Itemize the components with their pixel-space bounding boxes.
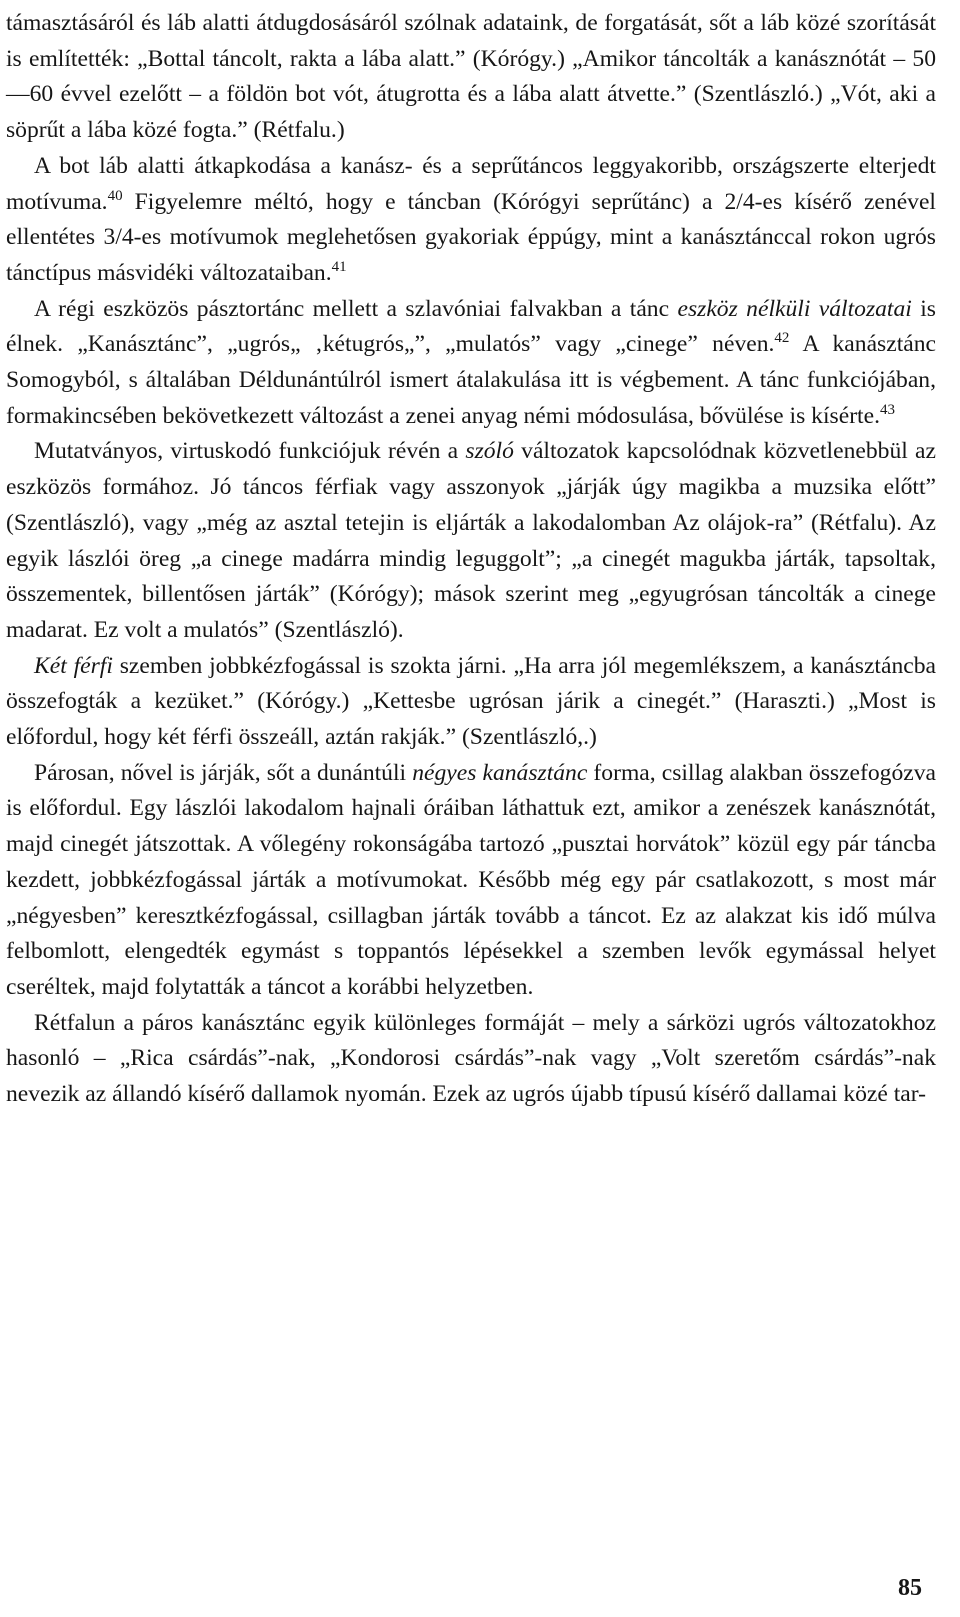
italic-term: eszköz nélküli változatai — [677, 295, 912, 322]
text-run: Párosan, nővel is járják, sőt a dunántúli — [34, 759, 413, 786]
text-run: Figyelemre méltó, hogy e táncban (Kórógyi seprűtánc) a 2/4-es kísérő zenével ellentétes 3/4-es motívumok meglehetősen gyakoriak éppúgy, mint a kanásztánccal rokon ugrós tánctípus másvidéki változataiban. — [6, 188, 936, 286]
text-run: változatok kapcsolódnak közvetlenebbül az eszközös formához. Jó táncos férfiak vagy asszonyok „járják úgy magikba a muzsika előtt” (Szentlászló), vagy „még az asztal tetejin is eljárták a lakodalomban Az olájok-ra” (Rétfalu). Az egyik lászlói öreg „a cinege madárra mindig leguggolt”; „a cinegét magukba járták, tapsoltak, összementek, billentősen járták” (Kórógy); mások szerint meg „egyugrósan táncolták a cinege madarat. Ez volt a mulatós” (Szentlászló). — [6, 438, 936, 643]
page-number: 85 — [898, 1575, 922, 1601]
paragraph — [6, 756, 936, 1006]
paragraph — [6, 6, 936, 149]
text-run: támasztásáról és láb alatti átdugdosásáról szólnak adataink, de forgatását, sőt a láb közé szorítását is említették: „Bottal táncolt, rakta a lába alatt.” (Kórógy.) „Amikor táncolták a kanásznótát – 50—60 évvel ezelőtt – a földön bot vót, átugrotta és a lába alatt átvette.” (Szentlászló.) „Vót, aki a söprűt a lába közé fogta.” (Rétfalu.) — [6, 10, 936, 144]
text-run: forma, csillag alakban összefogózva is előfordul. Egy lászlói lakodalom hajnali óráiban láthattuk ezt, amikor a zenészek kanásznótát, majd cinegét játszottak. A vőlegény rokonságába tartozó „pusztai horvátok” közül egy pár táncba kezdett, jobbkézfogással járták a motívumokat. Később még egy pár csatlakozott, s most már „négyesben” keresztkézfogással, csillagban járták tovább a táncot. Ez az alakzat kis idő múlva felbomlott, elengedték egymást s toppantós lépésekkel a szemben levők egymással helyet cseréltek, majd folytatták a táncot a korábbi helyzetben. — [6, 759, 936, 1000]
paragraph — [6, 434, 936, 648]
paragraph — [6, 149, 936, 292]
footnote-reference: 43 — [879, 401, 895, 418]
text-run: szemben jobbkézfogással is szokta járni. „Ha arra jól megemlékszem, a kanásztáncba összefogták a kezüket.” (Kórógy.) „Kettesbe ugrósan járik a cinegét.” (Haraszti.) „Most is előfordul, hogy két férfi összeáll, aztán rakják.” (Szentlászló,.) — [6, 652, 936, 751]
document-page — [6, 6, 936, 1113]
text-run: A régi eszközös pásztortánc mellett a szlavóniai falvakban a tánc — [34, 295, 678, 322]
paragraph — [6, 292, 936, 435]
italic-term: Két férfi — [34, 652, 113, 679]
text-run: Mutatványos, virtuskodó funkciójuk révén a — [34, 438, 466, 465]
text-run: A kanásztánc Somogyból, s általában Déldunántúlról ismert átalakulása itt is végbement. A tánc funkciójában, formakincsében bekövetkezett változást a zenei anyag némi módosulása, bővülése is kísérte. — [6, 331, 936, 429]
footnote-reference: 41 — [331, 258, 347, 275]
italic-term: szóló — [465, 438, 514, 465]
paragraph — [6, 1006, 936, 1113]
footnote-reference: 42 — [774, 330, 790, 347]
italic-term: négyes kanásztánc — [412, 759, 588, 786]
paragraph — [6, 649, 936, 756]
body-text — [6, 6, 936, 1113]
text-run: A bot láb alatti átkapkodása a kanász- és a seprűtáncos leggyakoribb, országszerte elterjedt motívuma. — [6, 152, 936, 215]
footnote-reference: 40 — [107, 187, 123, 204]
text-run: is élnek. „Kanásztánc”, „ugrós„ ‚kétugrós„”, „mulatós” vagy „cinege” néven. — [6, 295, 936, 358]
text-run: Rétfalun a páros kanásztánc egyik különleges formáját – mely a sárközi ugrós változatokhoz hasonló – „Rica csárdás”-nak, „Kondorosi csárdás”-nak vagy „Volt szeretőm csárdás”-nak nevezik az állandó kísérő dallamok nyomán. Ezek az ugrós újabb típusú kísérő dallamai közé tar- — [6, 1009, 936, 1108]
